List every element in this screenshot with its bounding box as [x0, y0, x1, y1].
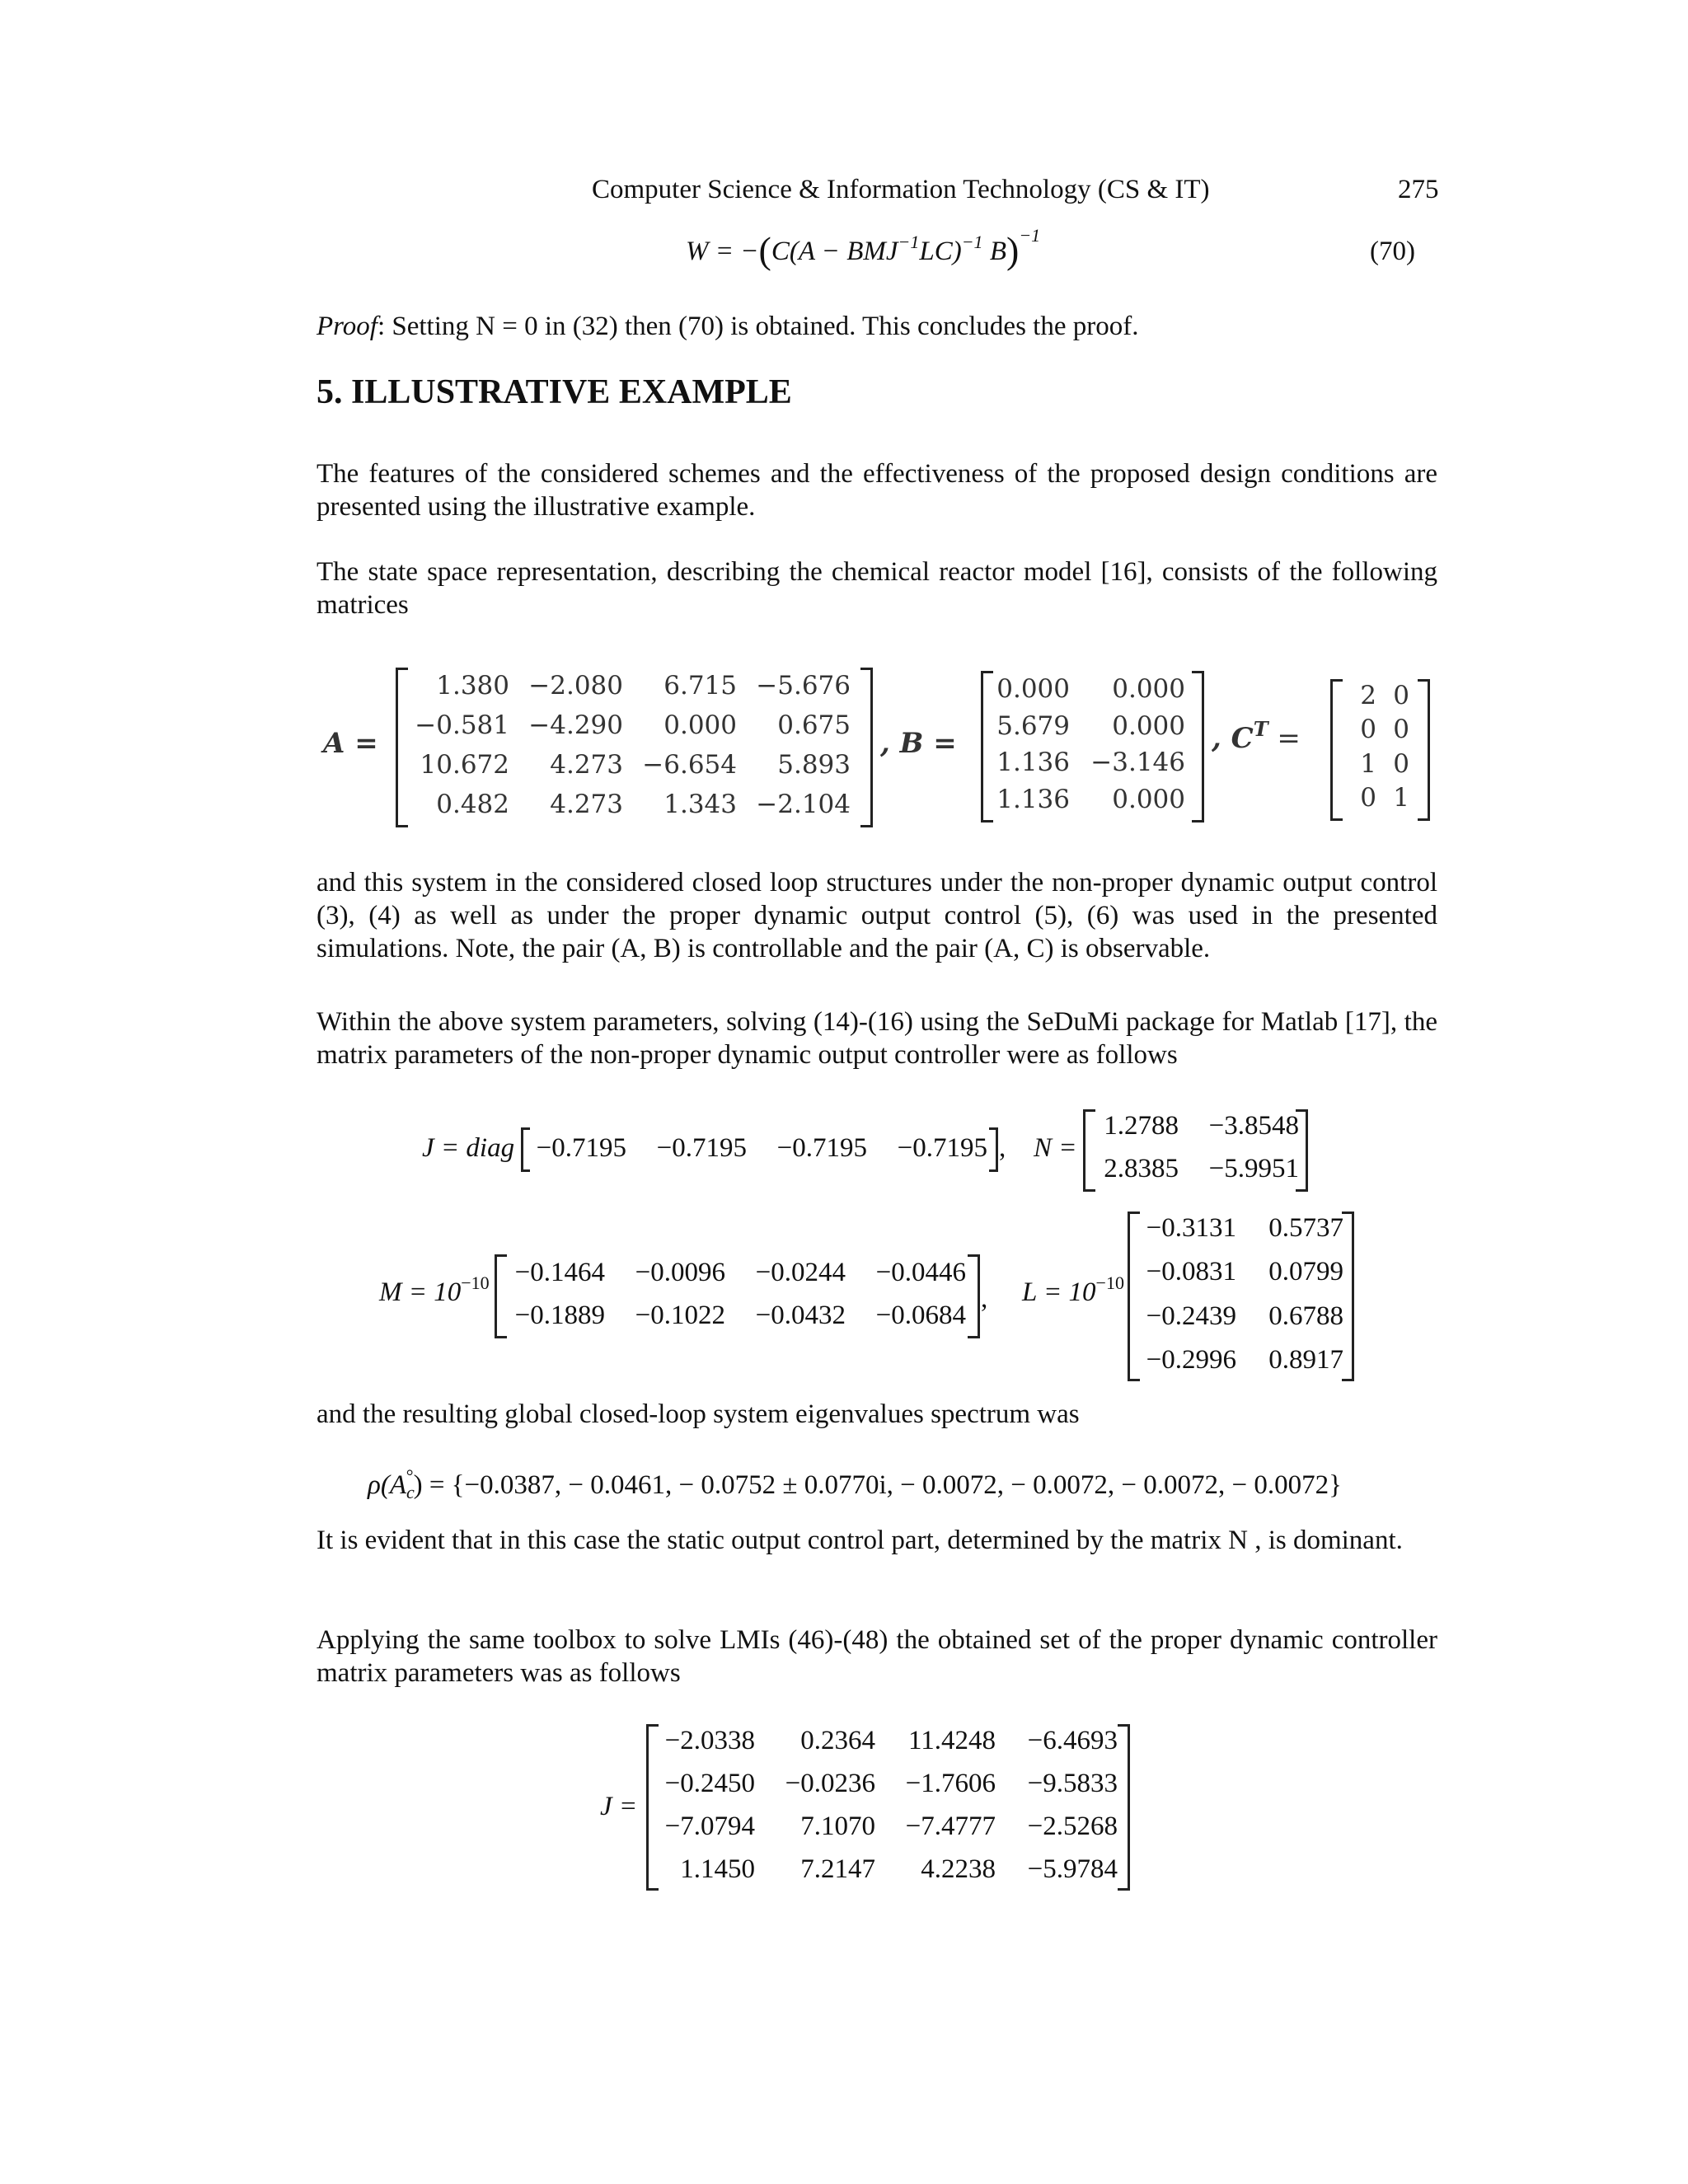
- matrix-cell: 7.1070: [800, 1811, 875, 1841]
- matrix-cell: 0: [1393, 715, 1409, 745]
- matrix-cell: 2: [1360, 681, 1376, 710]
- bracket-right: [860, 668, 873, 827]
- equation-70: $W = -(C(A - BMJ^{-1}LC)^{-1}$ B)$^{-1}$: [686, 225, 1041, 271]
- matrix-cell: −0.7195: [656, 1133, 747, 1163]
- matrix-cell: −3.8548: [1208, 1111, 1299, 1141]
- matrix-n: [1088, 1109, 1299, 1185]
- comma: ,: [981, 1284, 988, 1314]
- matrix-cell: −0.0244: [755, 1258, 846, 1287]
- bracket-left: [1330, 679, 1343, 821]
- paragraph: Within the above system parameters, solving (14)-(16) using the SeDuMi package for Matlab [17], the matrix parameters of the non-proper dynamic output controller were as follows: [316, 1007, 1437, 1070]
- comma: ,: [999, 1133, 1006, 1163]
- matrix-cell: 1.1450: [680, 1854, 755, 1884]
- paragraph: The features of the considered schemes and the effectiveness of the proposed design conditions are presented using the illustrative example.: [316, 459, 1437, 522]
- matrix-cell: 2.8385: [1104, 1154, 1179, 1183]
- matrix-cell: 4.273: [550, 750, 623, 780]
- matrix-cell: 1.2788: [1104, 1111, 1179, 1141]
- matrix-ct-label: , $C^T$ =: [1212, 717, 1301, 755]
- matrix-cell: 11.4248: [907, 1726, 996, 1755]
- matrix-cell: −2.104: [756, 790, 851, 819]
- section-heading: 5. ILLUSTRATIVE EXAMPLE: [316, 373, 792, 411]
- matrix-cell: −9.5833: [1027, 1769, 1118, 1798]
- matrix-cell: −0.1464: [514, 1258, 605, 1287]
- paragraph: The state space representation, describing the chemical reactor model [16], consists of the following matrices: [316, 557, 1437, 620]
- matrix-cell: −0.2439: [1146, 1301, 1236, 1331]
- bracket-right: [989, 1127, 998, 1172]
- matrix-cell: −5.9784: [1027, 1854, 1118, 1884]
- matrix-cell: 0.482: [436, 790, 509, 819]
- paragraph: Applying the same toolbox to solve LMIs (46)-(48) the obtained set of the proper dynamic controller matrix parameters was as follows: [316, 1625, 1437, 1688]
- matrix-cell: 0.6788: [1268, 1301, 1343, 1331]
- matrix-l: [1132, 1212, 1343, 1376]
- matrix-cell: −2.0338: [664, 1726, 755, 1755]
- proof-line: Proof: Setting N = 0 in (32) then (70) is obtained. This concludes the proof.: [316, 312, 1139, 341]
- eigenvalue-spectrum: $\rho(A_c^\circ) = \{-0.0387$, − 0.0461, − 0.0752 ± 0.0770i, − 0.0072, − 0.0072, − 0.0072, − 0.0072}: [368, 1465, 1342, 1502]
- matrix-cell: −0.1022: [635, 1301, 725, 1330]
- matrix-cell: −1.7606: [905, 1769, 996, 1798]
- matrix-j-diag: [528, 1132, 989, 1165]
- matrix-cell: 1: [1360, 748, 1376, 779]
- matrix-cell: −2.080: [528, 671, 623, 701]
- matrix-m: [495, 1256, 966, 1332]
- matrix-cell: 4.2238: [921, 1854, 996, 1884]
- matrix-cell: 0.000: [1112, 784, 1185, 814]
- matrix-m-label: $M = 10^{-10}$: [379, 1272, 490, 1307]
- bracket-right: [1296, 1109, 1308, 1192]
- matrix-cell: 10.672: [420, 750, 509, 780]
- matrix-cell: −7.4777: [905, 1811, 996, 1841]
- matrix-cell: 1.343: [663, 790, 737, 819]
- matrix-cell: 0.675: [777, 710, 851, 740]
- running-title: Computer Science & Information Technology (CS & IT): [592, 175, 1210, 204]
- matrix-cell: −0.2450: [664, 1769, 755, 1798]
- matrix-cell: 0.000: [1112, 710, 1185, 741]
- bracket-right: [1418, 679, 1430, 821]
- matrix-cell: −0.581: [415, 710, 509, 740]
- equation-number-70: (70): [1370, 237, 1415, 266]
- matrix-cell: 0: [1360, 715, 1376, 745]
- matrix-cell: −0.7195: [897, 1133, 987, 1163]
- matrix-cell: −0.3131: [1146, 1213, 1236, 1243]
- matrix-cell: 1.380: [436, 671, 509, 701]
- matrix-cell: 5.893: [777, 750, 851, 780]
- matrix-cell: 1.136: [996, 748, 1070, 778]
- matrix-cell: 0: [1360, 782, 1376, 813]
- matrix-cell: −3.146: [1090, 748, 1185, 778]
- page-number: 275: [1398, 175, 1439, 204]
- matrix-cell: 4.273: [550, 790, 623, 819]
- matrix-cell: −0.7195: [536, 1133, 626, 1163]
- matrix-n-label: N =: [1034, 1133, 1077, 1163]
- bracket-left: [396, 668, 408, 827]
- matrix-j-diag-label: J = diag: [422, 1133, 515, 1163]
- matrix-cell: −6.4693: [1027, 1726, 1118, 1755]
- matrix-cell: 0.000: [1112, 674, 1185, 704]
- matrix-cell: 1.136: [996, 784, 1070, 814]
- bracket-right: [1118, 1724, 1130, 1891]
- matrix-cell: −0.7195: [776, 1133, 867, 1163]
- paragraph: and the resulting global closed-loop system eigenvalues spectrum was: [316, 1399, 1080, 1429]
- matrix-l-label: $L = 10^{-10}$: [1022, 1272, 1124, 1307]
- matrix-cell: −4.290: [528, 710, 623, 740]
- matrix-cell: 0: [1393, 681, 1409, 710]
- matrix-a-label: A =: [323, 727, 378, 760]
- matrix-cell: 0.8917: [1268, 1344, 1343, 1375]
- matrix-cell: −0.0096: [635, 1258, 725, 1287]
- matrix-cell: −0.1889: [514, 1301, 605, 1330]
- paragraph: and this system in the considered closed loop structures under the non-proper dynamic output control (3), (4) as well as under the proper dynamic output control (5), (6) was used in the presented simulations. Note, the pair (A, B) is controllable and the pair (A, C) is observable.: [316, 868, 1437, 963]
- matrix-cell: 0.2364: [800, 1726, 875, 1755]
- matrix-b: [991, 673, 1185, 816]
- matrix-cell: −7.0794: [664, 1811, 755, 1841]
- matrix-cell: −0.0432: [755, 1301, 846, 1330]
- matrix-cell: 0.5737: [1268, 1213, 1343, 1243]
- matrix-cell: 0.000: [663, 710, 737, 740]
- paragraph: It is evident that in this case the static output control part, determined by the matrix N , is dominant.: [316, 1526, 1403, 1555]
- matrix-cell: 6.715: [663, 671, 737, 701]
- matrix-cell: −0.0684: [875, 1301, 966, 1330]
- matrix-j: [651, 1724, 1118, 1886]
- matrix-b-label: , B =: [880, 727, 957, 760]
- matrix-a: [412, 669, 857, 821]
- matrix-cell: −0.0236: [785, 1769, 875, 1798]
- matrix-cell: −5.9951: [1208, 1154, 1299, 1183]
- matrix-cell: −5.676: [756, 671, 851, 701]
- matrix-cell: 0.0799: [1268, 1257, 1343, 1287]
- matrix-cell: 0: [1393, 748, 1409, 779]
- matrix-cell: −0.2996: [1146, 1344, 1236, 1375]
- matrix-ct: [1343, 679, 1409, 814]
- matrix-cell: 5.679: [996, 710, 1070, 741]
- matrix-cell: 0.000: [996, 674, 1070, 704]
- matrix-j-label: J =: [600, 1792, 638, 1821]
- bracket-right: [968, 1254, 980, 1338]
- matrix-cell: 1: [1393, 782, 1409, 813]
- bracket-right: [1192, 671, 1204, 823]
- matrix-cell: −6.654: [642, 750, 737, 780]
- matrix-cell: −2.5268: [1027, 1811, 1118, 1841]
- matrix-cell: −0.0831: [1146, 1257, 1236, 1287]
- matrix-cell: −0.0446: [875, 1258, 966, 1287]
- bracket-right: [1342, 1212, 1354, 1381]
- matrix-cell: 7.2147: [800, 1854, 875, 1884]
